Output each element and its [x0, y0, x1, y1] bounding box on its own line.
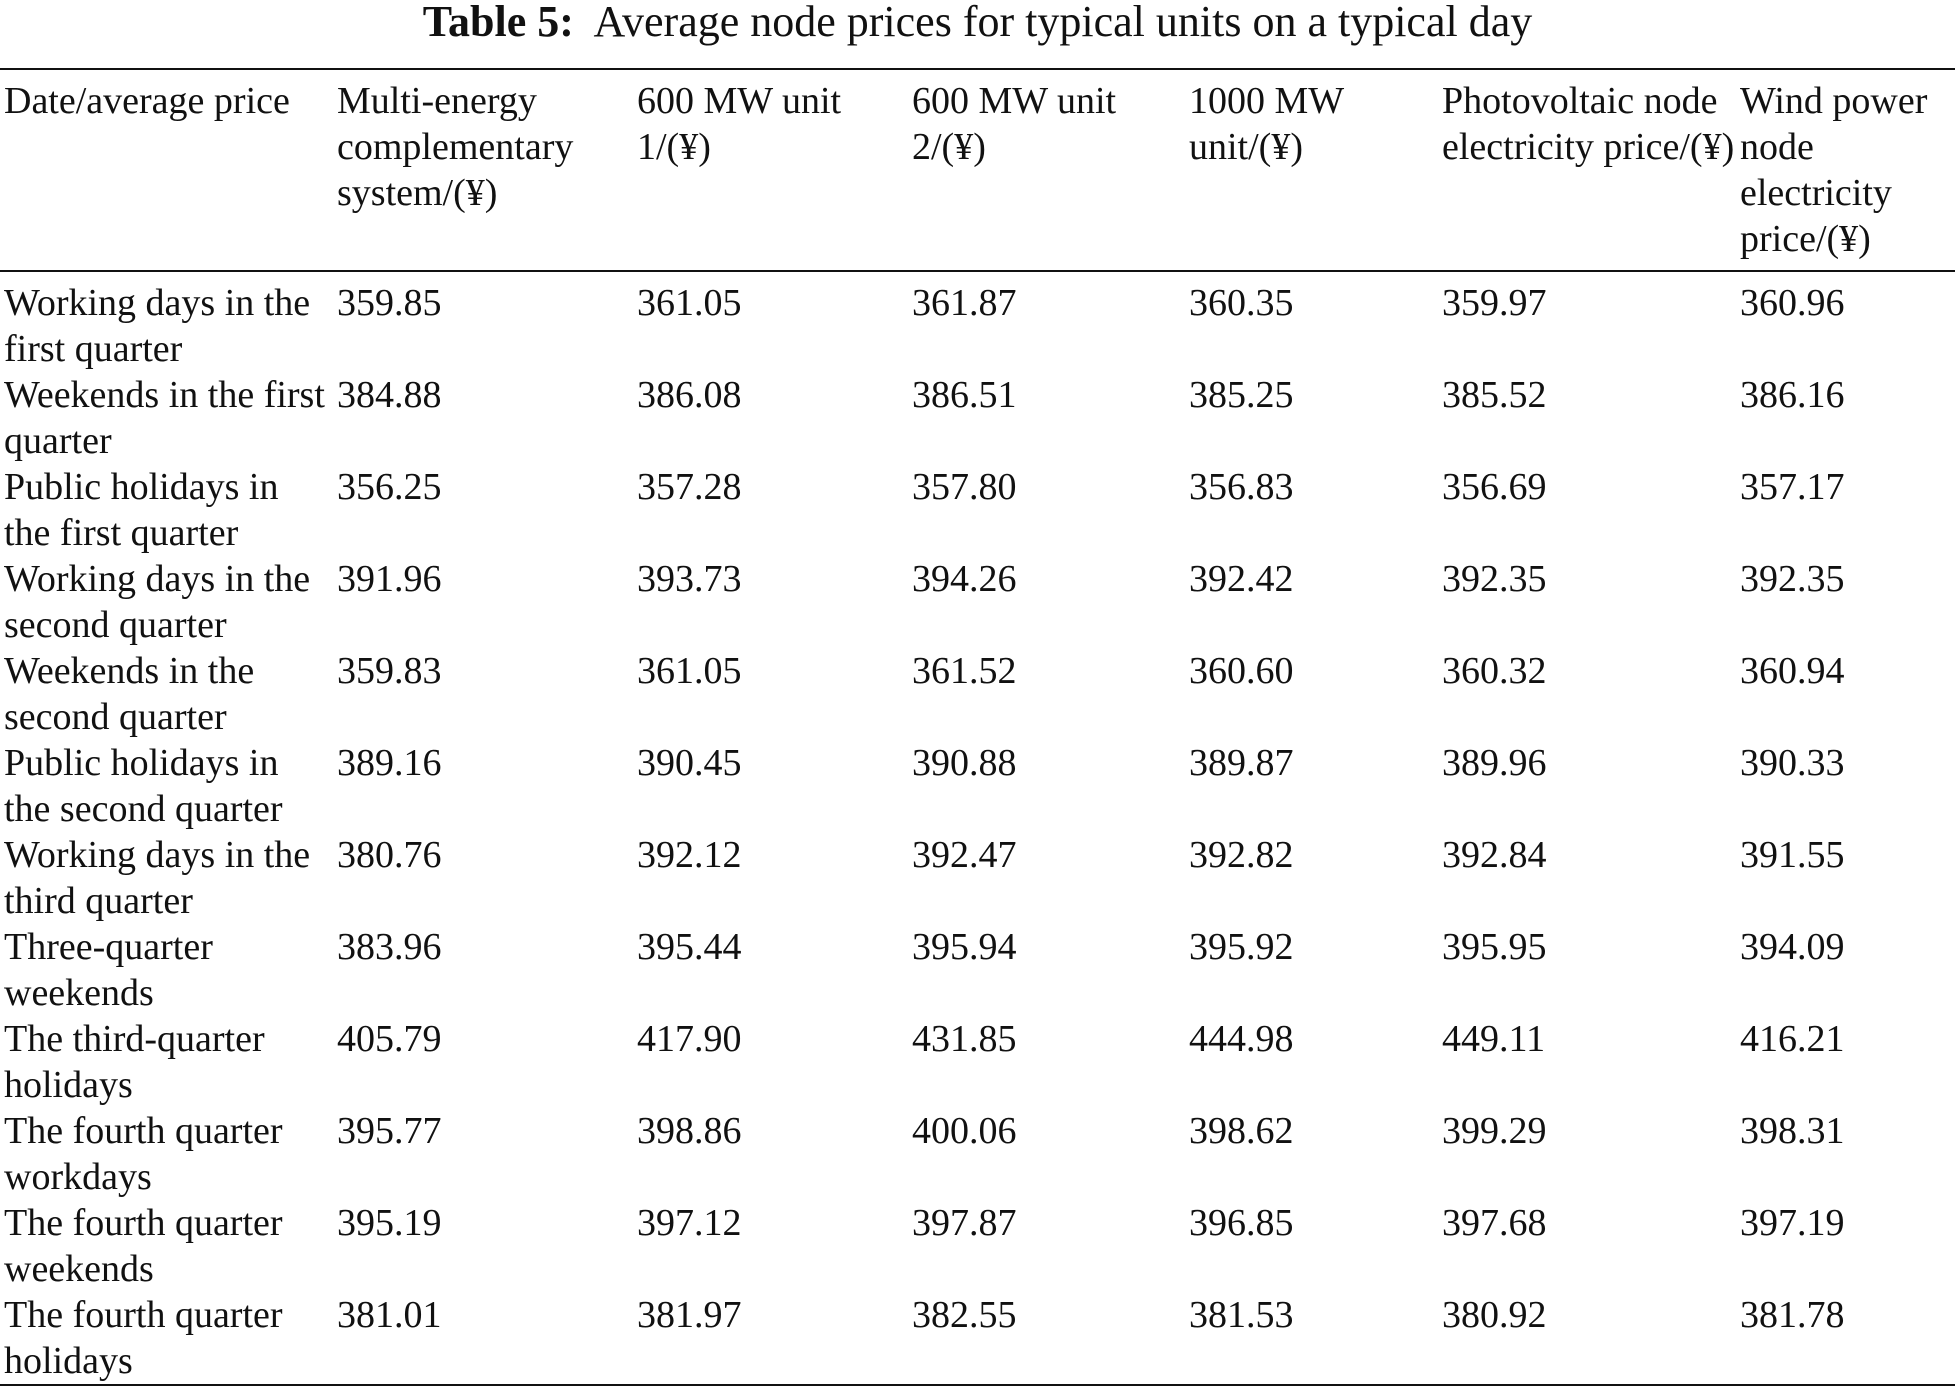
table-row	[0, 1108, 1955, 1200]
table-cell: 361.05	[637, 650, 742, 692]
table-cell: 383.96	[337, 926, 442, 968]
table-cell: 386.51	[912, 374, 1017, 416]
table-row	[0, 464, 1955, 556]
table-cell: 389.96	[1442, 742, 1547, 784]
table-cell: 361.87	[912, 282, 1017, 324]
table-cell: 391.96	[337, 558, 442, 600]
table-cell: 381.78	[1740, 1294, 1845, 1336]
table-cell: 392.12	[637, 834, 742, 876]
row-label: The fourth quarter weekends	[4, 1202, 283, 1290]
table-cell: 389.16	[337, 742, 442, 784]
table-cell: 417.90	[637, 1018, 742, 1060]
table-cell: 385.52	[1442, 374, 1547, 416]
table-cell: 356.25	[337, 466, 442, 508]
table-cell: 381.97	[637, 1294, 742, 1336]
table-cell: 360.60	[1189, 650, 1294, 692]
table-cell: 356.83	[1189, 466, 1294, 508]
table-cell: 397.19	[1740, 1202, 1845, 1244]
row-label: Public holidays in the second quarter	[4, 742, 283, 830]
table-cell: 356.69	[1442, 466, 1547, 508]
table-row	[0, 1292, 1955, 1385]
table-cell: 400.06	[912, 1110, 1017, 1152]
table-cell: 405.79	[337, 1018, 442, 1060]
prices-table	[0, 68, 1955, 1386]
table-cell: 359.83	[337, 650, 442, 692]
table-cell: 394.26	[912, 558, 1017, 600]
row-label: Weekends in the second quarter	[4, 650, 255, 738]
table-cell: 381.01	[337, 1294, 442, 1336]
table-cell: 361.52	[912, 650, 1017, 692]
table-row	[0, 1200, 1955, 1292]
table-row	[0, 832, 1955, 924]
table-caption	[0, 0, 1955, 44]
table-cell: 380.92	[1442, 1294, 1547, 1336]
table-cell: 385.25	[1189, 374, 1294, 416]
table-cell: 395.95	[1442, 926, 1547, 968]
table-cell: 381.53	[1189, 1294, 1294, 1336]
table-cell: 416.21	[1740, 1018, 1845, 1060]
table-cell: 395.92	[1189, 926, 1294, 968]
table-cell: 392.42	[1189, 558, 1294, 600]
table-caption-label: Table 5:	[422, 0, 574, 46]
table-row	[0, 556, 1955, 648]
table-cell: 449.11	[1442, 1018, 1546, 1060]
table-cell: 384.88	[337, 374, 442, 416]
table-row	[0, 740, 1955, 832]
table-cell: 360.94	[1740, 650, 1845, 692]
table-cell: 390.88	[912, 742, 1017, 784]
table-cell: 380.76	[337, 834, 442, 876]
table-cell: 392.35	[1442, 558, 1547, 600]
table-cell: 444.98	[1189, 1018, 1294, 1060]
row-label: Working days in the first quarter	[4, 282, 311, 370]
table-cell: 386.08	[637, 374, 742, 416]
row-label: The fourth quarter workdays	[4, 1110, 283, 1198]
table-cell: 360.35	[1189, 282, 1294, 324]
table-cell: 392.35	[1740, 558, 1845, 600]
table-cell: 360.32	[1442, 650, 1547, 692]
table-cell: 395.19	[337, 1202, 442, 1244]
table-cell: 359.97	[1442, 282, 1547, 324]
table-cell: 392.84	[1442, 834, 1547, 876]
table-cell: 386.16	[1740, 374, 1845, 416]
table-cell: 395.94	[912, 926, 1017, 968]
table-row	[0, 271, 1955, 372]
table-cell: 357.28	[637, 466, 742, 508]
column-header: 600 MW unit 1/(¥)	[637, 80, 842, 168]
column-header: 600 MW unit 2/(¥)	[912, 80, 1117, 168]
table-cell: 359.85	[337, 282, 442, 324]
table-row	[0, 924, 1955, 1016]
row-label: Public holidays in the first quarter	[4, 466, 279, 554]
column-header: Date/average price	[4, 80, 290, 122]
table-cell: 390.33	[1740, 742, 1845, 784]
table-cell: 395.77	[337, 1110, 442, 1152]
table-cell: 398.31	[1740, 1110, 1845, 1152]
table-cell: 391.55	[1740, 834, 1845, 876]
table-header-row	[0, 69, 1955, 271]
table-cell: 394.09	[1740, 926, 1845, 968]
row-label: Working days in the third quarter	[4, 834, 311, 922]
column-header: Multi-energy complementary system/(¥)	[337, 80, 574, 214]
column-header: 1000 MW unit/(¥)	[1189, 80, 1344, 168]
row-label: Three-quarter weekends	[4, 926, 213, 1014]
table-cell: 392.82	[1189, 834, 1294, 876]
table-cell: 357.80	[912, 466, 1017, 508]
table-cell: 395.44	[637, 926, 742, 968]
table-cell: 390.45	[637, 742, 742, 784]
table-cell: 361.05	[637, 282, 742, 324]
row-label: The third-quarter holidays	[4, 1018, 265, 1106]
table-cell: 397.87	[912, 1202, 1017, 1244]
table-cell: 396.85	[1189, 1202, 1294, 1244]
table-cell: 397.12	[637, 1202, 742, 1244]
table-row	[0, 648, 1955, 740]
table-cell: 398.86	[637, 1110, 742, 1152]
table-cell: 393.73	[637, 558, 742, 600]
table-cell: 382.55	[912, 1294, 1017, 1336]
table-cell: 397.68	[1442, 1202, 1547, 1244]
table-cell: 357.17	[1740, 466, 1845, 508]
row-label: The fourth quarter holidays	[4, 1294, 283, 1382]
table-caption-text: Average node prices for typical units on a typical day	[593, 0, 1533, 46]
table-row	[0, 372, 1955, 464]
table-cell: 392.47	[912, 834, 1017, 876]
table-cell: 389.87	[1189, 742, 1294, 784]
table-row	[0, 1016, 1955, 1108]
table-cell: 399.29	[1442, 1110, 1547, 1152]
table-cell: 360.96	[1740, 282, 1845, 324]
column-header: Photovoltaic node electricity price/(¥)	[1442, 80, 1735, 168]
row-label: Weekends in the first quarter	[4, 374, 325, 462]
table-cell: 398.62	[1189, 1110, 1294, 1152]
row-label: Working days in the second quarter	[4, 558, 311, 646]
table-cell: 431.85	[912, 1018, 1017, 1060]
column-header: Wind power node electricity price/(¥)	[1740, 80, 1928, 260]
